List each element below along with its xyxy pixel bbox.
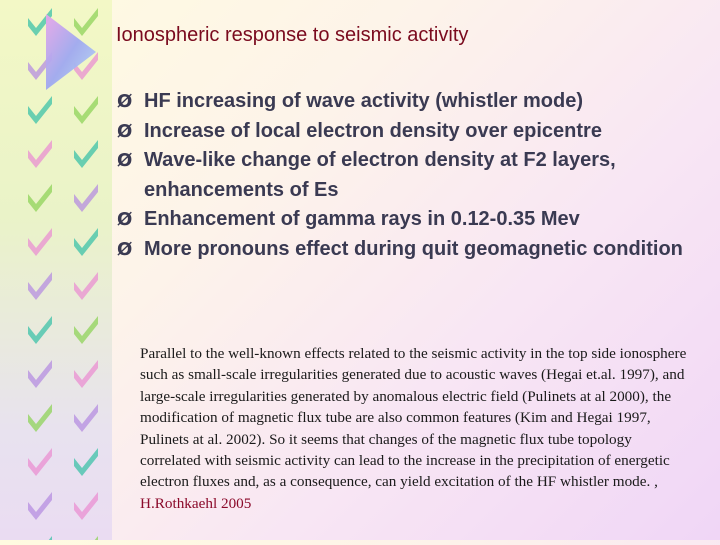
- decorative-checkmark-pattern: [0, 0, 112, 540]
- decorative-check-icon: [74, 492, 98, 520]
- decorative-check-icon: [28, 360, 52, 388]
- bullet-text: Wave-like change of electron density at F2 layers, enhancements of Es: [144, 149, 616, 201]
- decorative-check-icon: [74, 316, 98, 344]
- decorative-check-icon: [74, 184, 98, 212]
- decorative-check-icon: [74, 360, 98, 388]
- decorative-check-icon: [74, 272, 98, 300]
- arrow-bullet-icon: Ø: [117, 238, 133, 260]
- bullet-list: [117, 87, 707, 264]
- bullet-item: [117, 87, 707, 117]
- decorative-check-icon: [74, 140, 98, 168]
- arrow-bullet-icon: Ø: [117, 209, 133, 230]
- slide-title: Ionospheric response to seismic activity: [116, 24, 469, 46]
- body-paragraph: [140, 343, 696, 514]
- decorative-left-strip: [0, 0, 112, 540]
- author-citation: H.Rothkaehl 2005: [140, 494, 252, 512]
- arrow-bullet-icon: Ø: [117, 91, 133, 112]
- decorative-check-icon: [28, 228, 52, 256]
- decorative-check-icon: [28, 404, 52, 432]
- decorative-check-icon: [74, 536, 98, 540]
- paragraph-text: Parallel to the well-known effects related to the seismic activity in the top side ionosphere such as small-scale irregularities generated due to acoustic waves (Hegai et.al. 1997), and large-scale irregularities generated by anomalous electric field (Pulinets at al 2000), the modification of magnetic flux tube are also common features (Kim and Hegai 1997, Pulinets at al. 2002). So it seems that changes of the magnetic flux tube topology correlated with seismic activity can lead to the increase in the precipitation of energetic electron fluxes and, as a consequence, can yield excitation of the HF whistler mode. ,: [140, 345, 687, 491]
- decorative-check-icon: [28, 272, 52, 300]
- decorative-check-icon: [74, 404, 98, 432]
- bullet-item: [117, 146, 707, 205]
- bullet-item: [117, 205, 707, 235]
- bullet-text: HF increasing of wave activity (whistler mode): [144, 90, 584, 112]
- decorative-check-icon: [74, 448, 98, 476]
- bullet-item: [117, 235, 707, 265]
- arrow-bullet-icon: Ø: [117, 150, 133, 171]
- decorative-check-icon: [74, 228, 98, 256]
- decorative-check-icon: [28, 96, 52, 124]
- bullet-text: Increase of local electron density over epicentre: [144, 119, 602, 142]
- decorative-check-icon: [28, 184, 52, 212]
- bullet-text: Enhancement of gamma rays in 0.12-0.35 Mev: [144, 208, 580, 230]
- decorative-check-icon: [28, 140, 52, 168]
- decorative-check-icon: [28, 492, 52, 520]
- arrow-bullet-icon: Ø: [117, 120, 133, 142]
- decorative-check-icon: [74, 96, 98, 124]
- decorative-check-icon: [28, 536, 52, 540]
- bullet-text: More pronouns effect during quit geomagnetic condition: [144, 237, 683, 260]
- decorative-check-icon: [74, 8, 98, 36]
- decorative-check-icon: [28, 316, 52, 344]
- decorative-check-icon: [28, 448, 52, 476]
- bullet-item: [117, 117, 707, 147]
